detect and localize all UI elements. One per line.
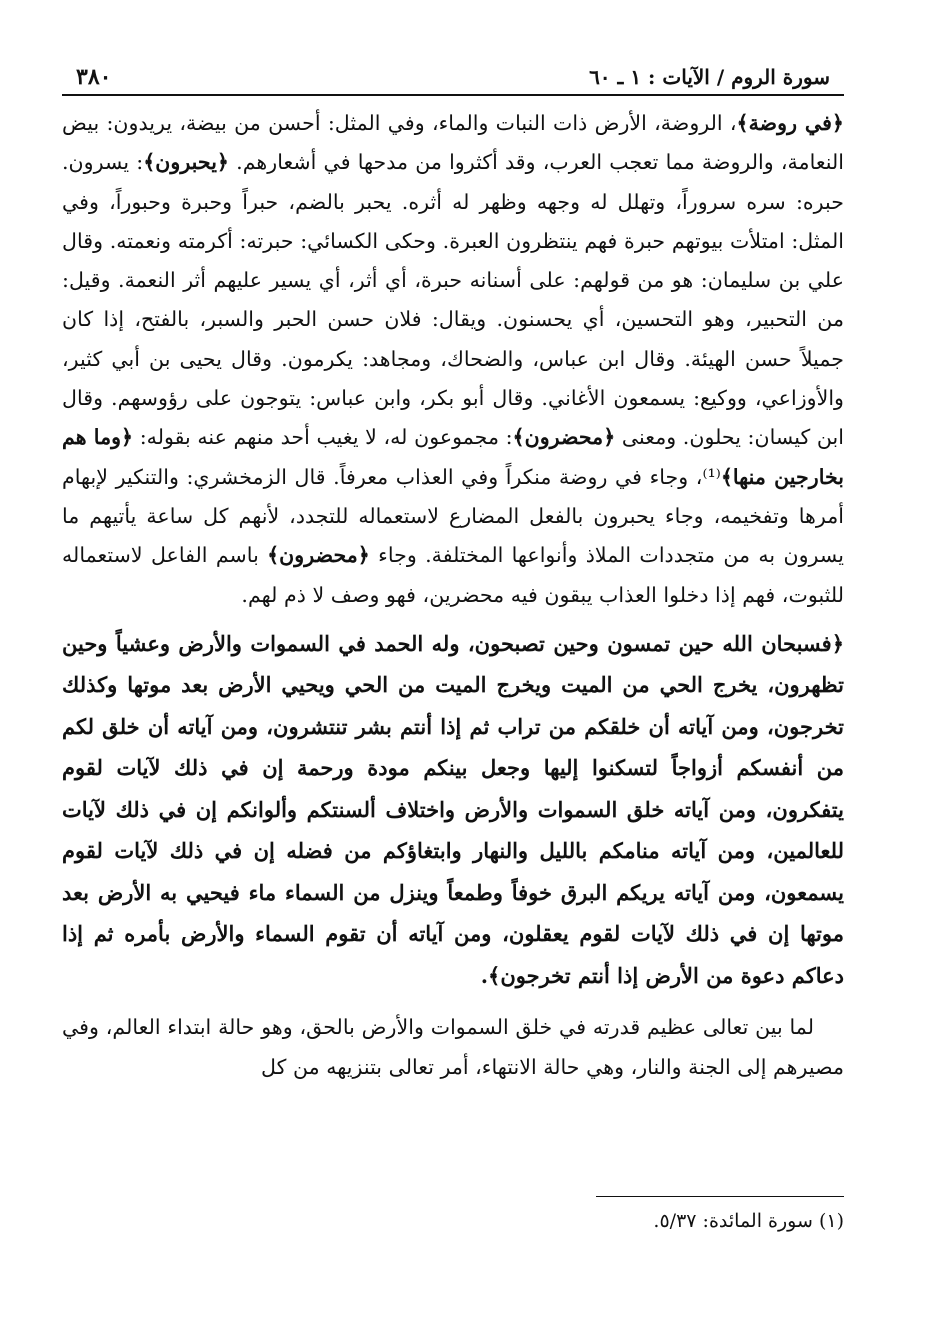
quran-keyword: ﴿محضرون﴾ bbox=[267, 543, 370, 568]
commentary-paragraph bbox=[62, 104, 844, 615]
paragraph-text: باسم الفاعل لاستعماله للثبوت، فهم إذا دخلوا العذاب يبقون فيه محضرين، فهو وصف لا ذم لهم. bbox=[62, 543, 844, 607]
footnote-divider bbox=[596, 1196, 844, 1197]
verse-paragraph: ﴿فسبحان الله حين تمسون وحين تصبحون، وله الحمد في السموات والأرض وعشياً وحين تظهرون، يخرج الحي من الميت ويخرج الميت من الحي ويحيي الأرض بعد موتها وكذلك تخرجون، ومن آياته أن خلقكم من تراب ثم إذا أنتم بشر تنتشرون، ومن آياته أن خلق لكم من أنفسكم أزواجاً لتسكنوا إليها وجعل بينكم مودة ورحمة إن في ذلك لآيات لقوم يتفكرون، ومن آياته خلق السموات والأرض واختلاف ألسنتكم وألوانكم إن في ذلك لآيات للعالمين، ومن آياته منامكم بالليل والنهار وابتغاؤكم من فضله إن في ذلك لآيات لقوم يسمعون، ومن آياته يريكم البرق خوفاً وطمعاً وينزل من السماء ماء فيحيي به الأرض بعد موتها إن في ذلك لآيات لقوم يعقلون، ومن آياته أن تقوم السماء والأرض بأمره ثم إذا دعاكم دعوة من الأرض إذا أنتم تخرجون﴾. bbox=[62, 630, 844, 988]
page-header bbox=[62, 60, 844, 96]
quran-keyword: ﴿في روضة﴾ bbox=[736, 111, 844, 135]
paragraph-text: ⁽¹⁾، وجاء في روضة منكراً وفي العذاب معرفاً. قال الزمخشري: والتنكير لإبهام أمرها وتفخيمه، وجاء يحبرون بالفعل المضارع لاستعماله للتجدد، لأنهم كل ساعة يأتيهم ما يسرون به من متجددات الملاذ وأنواعها المختلفة. وجاء bbox=[62, 464, 844, 568]
quran-keyword: ﴿وما هم بخارجين منها﴾ bbox=[62, 425, 844, 489]
footnote: (١) سورة المائدة: ٥/٣٧. bbox=[653, 1210, 844, 1232]
commentary-paragraph-2: لما بين تعالى عظيم قدرته في خلق السموات والأرض بالحق، وهو حالة ابتداء العالم، وفي مصيرهم إلى الجنة والنار، وهي حالة الانتهاء، أمر تعالى بتنزيهه من كل bbox=[62, 1015, 844, 1079]
page-number: ٣٨٠ bbox=[76, 64, 112, 90]
running-title: سورة الروم / الآيات : ١ ـ ٦٠ bbox=[589, 65, 830, 89]
quran-keyword: ﴿محضرون﴾ bbox=[512, 425, 616, 450]
paragraph-text: : مجموعون له، لا يغيب أحد منهم عنه بقوله: bbox=[133, 425, 513, 450]
paragraph-text: ، الروضة، الأرض ذات النبات والماء، وفي المثل: أحسن من بيضة، يريدون: بيض النعامة، والروضة مما تعجب العرب، وقد أكثروا من مدحها في أشعارهم. bbox=[62, 111, 844, 175]
body-text bbox=[62, 104, 844, 1087]
paragraph-text: : يسرون. حبره: سره سروراً، وتهلل له وجهه وظهر له أثره. يحبر بالضم، حبراً وحبرة وحبوراً، وفي المثل: امتلأت بيوتهم حبرة فهم ينتظرون العبرة. وحكى الكسائي: حبرته: أكرمته ونعمته. وقال علي بن سليمان: هو من قولهم: على أسنانه حبرة، أي أثر، أي يسير عليهم أثر النعمة. وقيل: من التحبير، وهو التحسين، أي يحسنون. ويقال: فلان حسن الحبر والسبر، بالفتح، إذا كان جميلاً حسن الهيئة. وقال ابن عباس، والضحاك، ومجاهد: يكرمون. وقال يحيى بن أبي كثير، والأوزاعي، ووكيع: يسمعون الأغاني. وقال أبو بكر، وابن عباس: يتوجون على رؤوسهم. وقال ابن كيسان: يحلون. ومعنى bbox=[62, 150, 844, 450]
quran-keyword: ﴿يحبرون﴾ bbox=[143, 150, 229, 175]
